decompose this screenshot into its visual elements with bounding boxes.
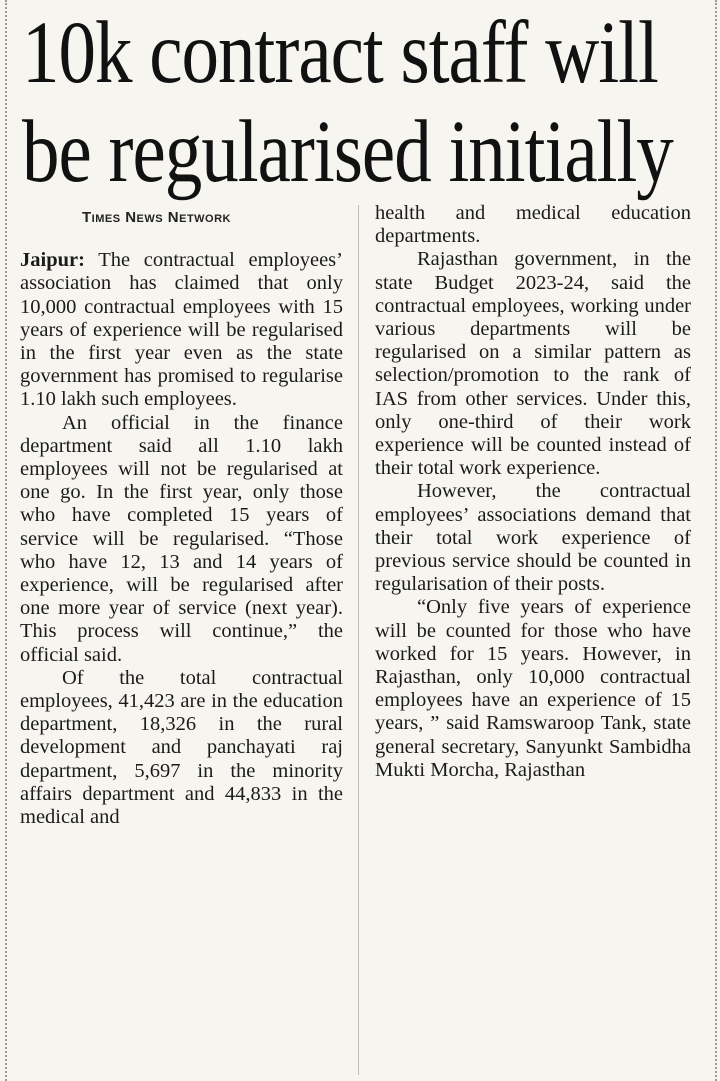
article-paragraph: health and medical education departments.: [375, 202, 691, 248]
article-paragraph: Of the total contractual employees, 41,423 are in the education department, 18,326 in the rural development and panchayati raj department, 5,697 in the minority affairs department and 44,833 in the medical and: [20, 666, 343, 829]
article-paragraph: Rajasthan government, in the state Budget 2023-24, said the contractual employees, working under various departments will be regularised on a similar pattern as selection/promotion to the rank of IAS from other services. Under this, only one-third of their work experience will be counted instead of their total work experience.: [375, 248, 691, 480]
dotted-cut-line-right: [715, 0, 717, 1081]
article-paragraph: [20, 249, 343, 411]
byline: Times News Network: [82, 209, 231, 226]
dateline: Jaipur:: [20, 249, 85, 272]
article-column-left: [20, 206, 343, 829]
article-paragraph: “Only five years of experience will be counted for those who have worked for 15 years. However, in Rajasthan, only 10,000 contractual employees have an experience of 15 years, ” said Ramswaroop Tank, state general secretary, Sanyunkt Sambidha Mukti Morcha, Rajasthan: [375, 596, 691, 781]
headline-line-2: be regularised initially: [22, 103, 673, 202]
article-paragraph: An official in the finance department said all 1.10 lakh employees will not be regularised at one go. In the first year, only those who have completed 15 years of service will be regularised. “Those who have 12, 13 and 14 years of experience, will be regularised after one more year of service (next year). This process will continue,” the official said.: [20, 411, 343, 666]
article-column-right: [375, 202, 691, 782]
dotted-cut-line-left: [5, 0, 7, 1081]
column-divider: [358, 205, 359, 1075]
paragraph-text: The contractual employees’ association has claimed that only 10,000 contractual employees with 15 years of experience will be regularised in the first year even as the state government has promised to regularise 1.10 lakh such employees.: [20, 249, 343, 411]
article-paragraph: However, the contractual employees’ associations demand that their total work experience of previous service should be counted in regularisation of their posts.: [375, 480, 691, 596]
headline: [22, 4, 702, 202]
headline-line-1: 10k contract staff will: [22, 4, 658, 102]
